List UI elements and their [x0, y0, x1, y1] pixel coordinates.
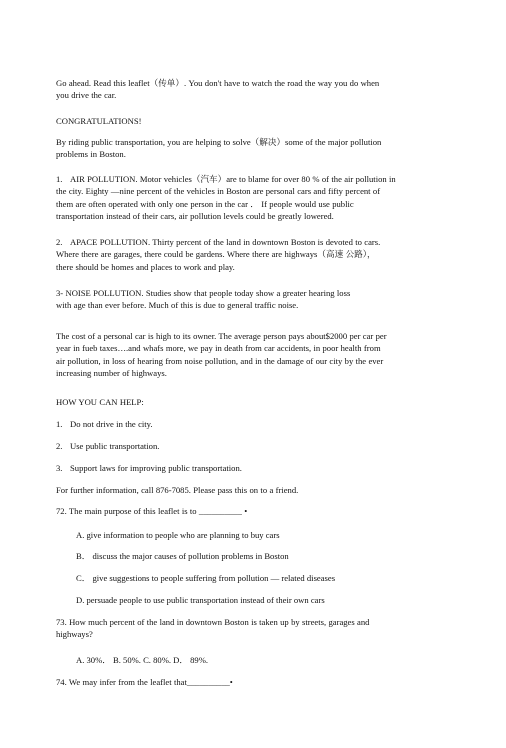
noise-line-1: 3- NOISE POLLUTION. Studies show that people today show a greater hearing loss	[56, 288, 351, 298]
intro-paragraph	[56, 77, 452, 102]
air-line-1: AIR POLLUTION. Motor vehicles（汽车）are to blame for over 80 % of the air pollution in	[70, 174, 396, 184]
question-72-option-b: B． discuss the major causes of pollution problems in Boston	[76, 551, 289, 561]
cost-line-4: increasing number of highways.	[56, 368, 167, 379]
question-73-line-1: 73. How much percent of the land in downtown Boston is taken up by streets, garages and	[56, 617, 370, 627]
air-number: 1.	[56, 174, 63, 184]
help-item-3-text: Support laws for improving public transportation.	[70, 463, 242, 473]
question-74: 74. We may infer from the leaflet that__________•	[56, 677, 233, 687]
question-73	[56, 616, 452, 641]
solve-line-2: problems in Boston.	[56, 149, 126, 160]
air-line-4: transportation instead of their cars, air pollution levels could be greatly lowered.	[56, 211, 334, 222]
solve-paragraph	[56, 136, 452, 161]
question-72-option-c: C． give suggestions to people suffering from pollution — related diseases	[76, 573, 336, 583]
help-item-2-text: Use public transportation.	[70, 441, 160, 451]
space-pollution-paragraph	[56, 236, 452, 273]
space-number: 2.	[56, 237, 63, 247]
question-72: 72. The main purpose of this leaflet is to __________ •	[56, 506, 248, 516]
help-item-3-number: 3.	[56, 463, 63, 473]
air-line-3: them are often operated with only one person in the car ． If people would use public	[56, 198, 354, 209]
help-item-1-number: 1.	[56, 419, 63, 429]
space-line-3: there should be homes and places to work and play.	[56, 261, 235, 272]
help-item-2	[56, 440, 452, 452]
congratulations-heading: CONGRATULATIONS!	[56, 116, 142, 126]
cost-line-2: year in fueb taxes….and whafs more, we pay in death from car accidents, in poor health from	[56, 343, 381, 354]
question-72-option-d: D. persuade people to use public transportation instead of their own cars	[76, 595, 325, 605]
help-item-2-number: 2.	[56, 441, 63, 451]
help-item-1-text: Do not drive in the city.	[70, 419, 153, 429]
question-73-line-2: highways?	[56, 629, 93, 640]
space-line-1: APACE POLLUTION. Thirty percent of the land in downtown Boston is devoted to cars.	[70, 237, 381, 247]
air-line-2: the city. Eighty —nine percent of the vehicles in Boston are personal cars and fifty percent of	[56, 186, 381, 197]
air-pollution-paragraph	[56, 173, 452, 223]
question-72-option-a: A. give information to people who are planning to buy cars	[76, 530, 280, 540]
help-item-3	[56, 462, 452, 474]
space-line-2: Where there are garages, there could be gardens. Where there are highways（高速 公路），	[56, 249, 376, 260]
help-item-1	[56, 418, 452, 430]
cost-line-3: air pollution, in loss of hearing from noise pollution, and in the damage of our city by the ever	[56, 355, 384, 366]
noise-line-2: with age than ever before. Much of this is due to general traffic noise.	[56, 300, 299, 311]
help-heading: HOW YOU CAN HELP:	[56, 397, 144, 407]
question-73-options: A. 30%． B. 50%. C. 80%. D． 89%.	[76, 655, 209, 665]
further-information: For further information, call 876-7085. Please pass this on to a friend.	[56, 485, 299, 495]
intro-line-1: Go ahead. Read this leaflet（传单）. You don't have to watch the road the way you do when	[56, 78, 380, 88]
cost-paragraph	[56, 330, 452, 380]
intro-line-2: you drive the car.	[56, 90, 117, 101]
cost-line-1: The cost of a personal car is high to its owner. The average person pays about$2000 per car per	[56, 331, 387, 341]
solve-line-1: By riding public transportation, you are helping to solve（解决）some of the major pollution	[56, 137, 382, 147]
noise-pollution-paragraph	[56, 287, 452, 312]
